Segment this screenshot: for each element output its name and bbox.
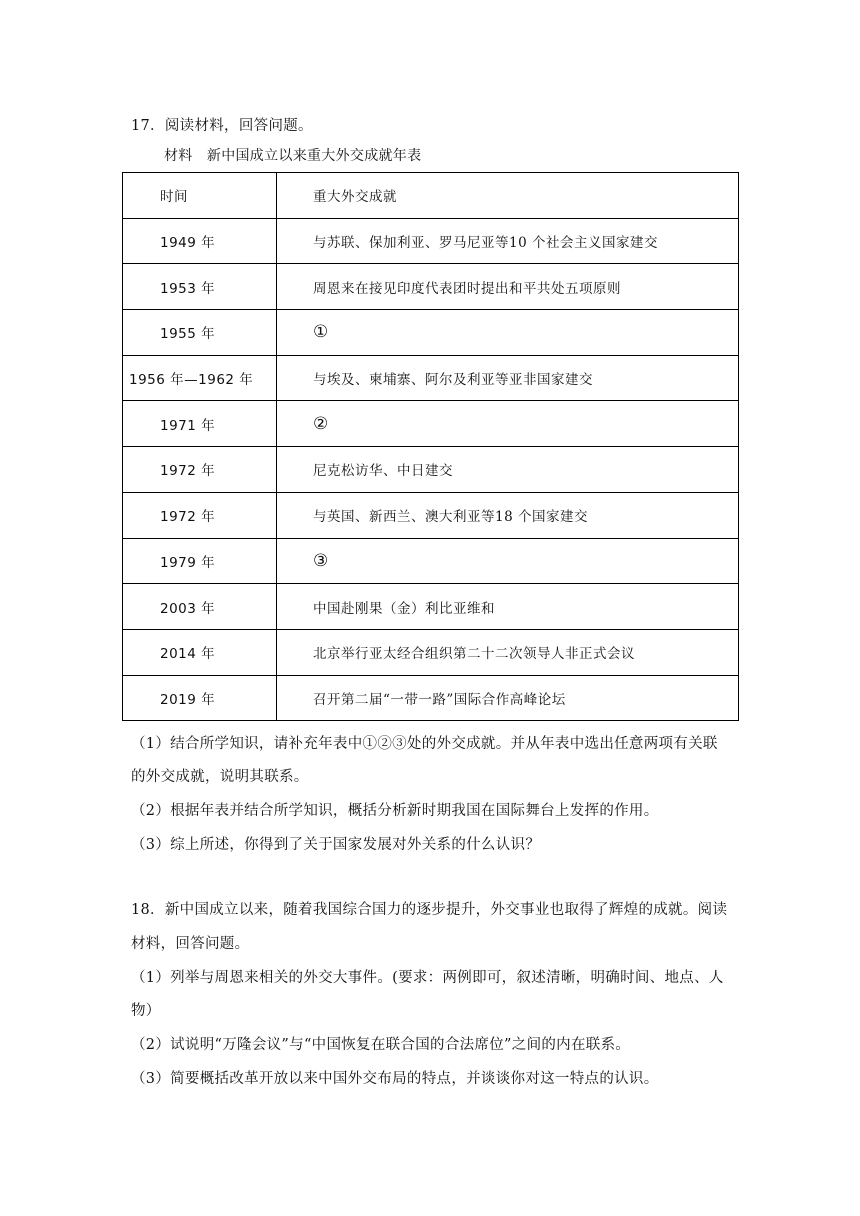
table-row <box>123 492 739 538</box>
row-year: 2014 年 <box>160 646 216 663</box>
q18-intro-line1: 18．新中国成立以来，随着我国综合国力的逐步提升，外交事业也取得了辉煌的成就。阅读 <box>131 902 728 918</box>
row-year: 1949 年 <box>160 235 216 252</box>
table-row <box>123 401 739 447</box>
row-achievement: 尼克松访华、中日建交 <box>313 463 453 480</box>
q18-sub3: （3）简要概括改革开放以来中国外交布局的特点，并谈谈你对这一特点的认识。 <box>131 1071 659 1087</box>
blank-marker-1: ① <box>313 322 329 343</box>
row-year: 2019 年 <box>160 691 216 708</box>
table-row <box>123 584 739 630</box>
row-achievement: 召开第二届“一带一路”国际合作高峰论坛 <box>313 691 566 708</box>
table-row <box>123 218 739 264</box>
row-year: 2003 年 <box>160 600 216 617</box>
diplomacy-timeline-table <box>122 172 739 721</box>
table-row <box>123 538 739 584</box>
row-achievement: 与埃及、柬埔寨、阿尔及利亚等亚非国家建交 <box>313 372 593 389</box>
row-year: 1955 年 <box>160 326 216 343</box>
table-header-row <box>123 173 739 219</box>
q17-sub1-line1: （1）结合所学知识，请补充年表中①②③处的外交成就。并从年表中选出任意两项有关联 <box>131 736 718 752</box>
q18-sub2: （2）试说明“万隆会议”与“中国恢复在联合国的合法席位”之间的内在联系。 <box>131 1037 631 1053</box>
row-year: 1956 年—1962 年 <box>129 372 254 389</box>
row-achievement: 周恩来在接见印度代表团时提出和平共处五项原则 <box>313 280 621 297</box>
row-year: 1972 年 <box>160 463 216 480</box>
table-row <box>123 675 739 721</box>
row-achievement: 与英国、新西兰、澳大利亚等18 个国家建交 <box>313 509 588 526</box>
header-achievement: 重大外交成就 <box>277 173 739 219</box>
table-row <box>123 447 739 493</box>
blank-marker-2: ② <box>313 413 329 434</box>
table-row <box>123 310 739 356</box>
row-year: 1953 年 <box>160 280 216 297</box>
q17-sub2: （2）根据年表并结合所学知识，概括分析新时期我国在国际舞台上发挥的作用。 <box>131 803 659 819</box>
blank-marker-3: ③ <box>313 550 329 571</box>
q18-sub1-line1: （1）列举与周恩来相关的外交大事件。(要求：两例即可，叙述清晰，明确时间、地点、人 <box>131 970 724 986</box>
table-row <box>123 629 739 675</box>
q17-title: 17．阅读材料，回答问题。 <box>131 118 313 134</box>
table-row <box>123 264 739 310</box>
material-caption: 材料 新中国成立以来重大外交成就年表 <box>164 148 422 164</box>
q18-sub1-line2: 物） <box>131 1003 161 1019</box>
table-row <box>123 355 739 401</box>
row-achievement: 中国赴刚果（金）利比亚维和 <box>313 600 495 617</box>
row-year: 1979 年 <box>160 554 216 571</box>
row-year: 1972 年 <box>160 509 216 526</box>
header-time: 时间 <box>123 173 277 219</box>
q17-sub3: （3）综上所述，你得到了关于国家发展对外关系的什么认识？ <box>131 837 541 853</box>
row-achievement: 北京举行亚太经合组织第二十二次领导人非正式会议 <box>313 646 635 663</box>
q18-intro-line2: 材料，回答问题。 <box>131 936 250 952</box>
q17-sub1-line2: 的外交成就，说明其联系。 <box>131 769 309 785</box>
row-year: 1971 年 <box>160 417 216 434</box>
row-achievement: 与苏联、保加利亚、罗马尼亚等10 个社会主义国家建交 <box>313 235 658 252</box>
